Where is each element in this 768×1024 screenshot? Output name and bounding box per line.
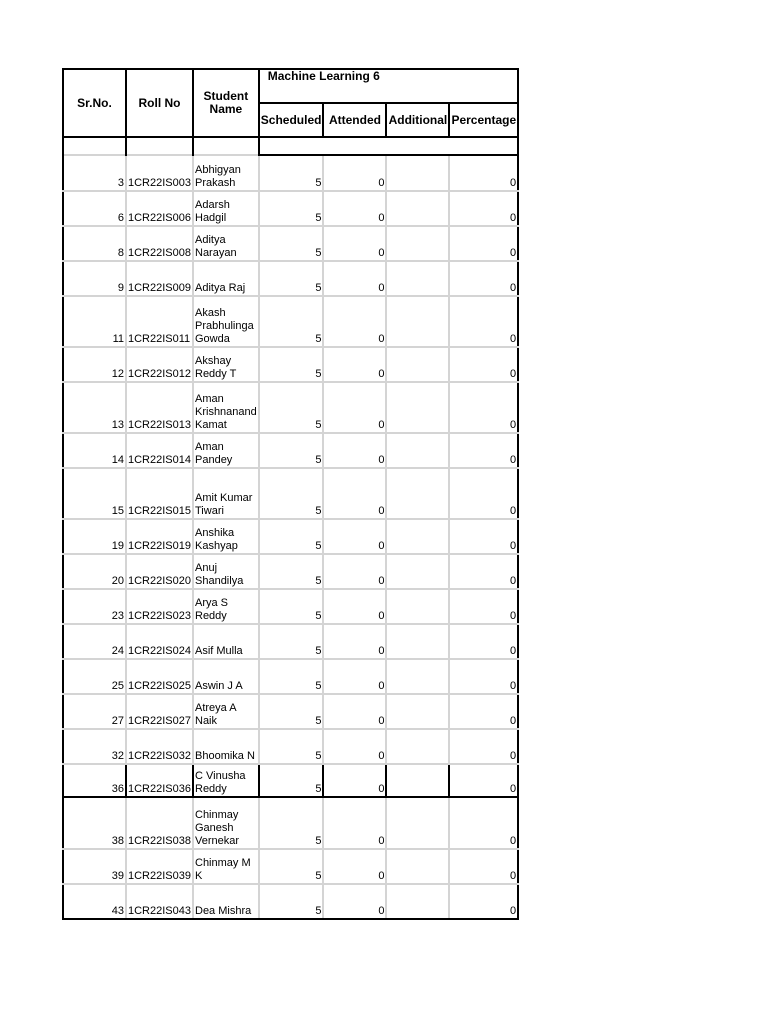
additional-cell[interactable]	[386, 884, 449, 919]
scheduled-cell[interactable]: 5	[259, 382, 324, 433]
percentage-cell[interactable]: 0	[449, 659, 518, 694]
percentage-cell[interactable]: 0	[449, 764, 518, 797]
percentage-cell[interactable]: 0	[449, 797, 518, 849]
roll-no-cell[interactable]: 1CR22IS019	[126, 519, 193, 554]
additional-cell[interactable]	[386, 764, 449, 797]
scheduled-cell[interactable]: 5	[259, 624, 324, 659]
student-name-cell[interactable]: Aditya Narayan	[193, 226, 259, 261]
percentage-cell[interactable]: 0	[449, 347, 518, 382]
student-name-cell[interactable]: Abhigyan Prakash	[193, 155, 259, 191]
percentage-cell[interactable]: 0	[449, 519, 518, 554]
percentage-cell[interactable]: 0	[449, 729, 518, 764]
scheduled-cell[interactable]: 5	[259, 261, 324, 296]
table-row	[63, 382, 518, 433]
header-subject: Machine Learning 6	[259, 69, 518, 103]
percentage-cell[interactable]: 0	[449, 382, 518, 433]
table-row	[63, 296, 518, 347]
attended-cell[interactable]: 0	[323, 261, 386, 296]
header-percentage: Percentage	[449, 103, 518, 137]
table-row	[63, 694, 518, 729]
attended-cell[interactable]: 0	[323, 624, 386, 659]
roll-no-cell[interactable]: 1CR22IS038	[126, 797, 193, 849]
scheduled-cell[interactable]: 5	[259, 226, 324, 261]
percentage-cell[interactable]: 0	[449, 554, 518, 589]
table-body	[63, 155, 518, 919]
table-row	[63, 589, 518, 624]
additional-cell[interactable]	[386, 729, 449, 764]
table-row	[63, 554, 518, 589]
student-name-cell[interactable]: Amit Kumar Tiwari	[193, 468, 259, 519]
table-header	[63, 69, 518, 155]
attended-cell[interactable]: 0	[323, 226, 386, 261]
sr-no-cell[interactable]: 38	[63, 797, 126, 849]
sr-no-cell[interactable]: 9	[63, 261, 126, 296]
scheduled-cell[interactable]: 5	[259, 347, 324, 382]
scheduled-cell[interactable]: 5	[259, 797, 324, 849]
header-student-name: Student Name	[193, 69, 259, 137]
roll-no-cell[interactable]: 1CR22IS025	[126, 659, 193, 694]
additional-cell[interactable]	[386, 433, 449, 468]
scheduled-cell[interactable]: 5	[259, 519, 324, 554]
additional-cell[interactable]	[386, 694, 449, 729]
attended-cell[interactable]: 0	[323, 382, 386, 433]
sr-no-cell[interactable]: 32	[63, 729, 126, 764]
roll-no-cell[interactable]: 1CR22IS003	[126, 155, 193, 191]
table-row	[63, 884, 518, 919]
attended-cell[interactable]: 0	[323, 797, 386, 849]
table-row	[63, 849, 518, 884]
additional-cell[interactable]	[386, 624, 449, 659]
percentage-cell[interactable]: 0	[449, 433, 518, 468]
scheduled-cell[interactable]: 5	[259, 155, 324, 191]
roll-no-cell[interactable]: 1CR22IS014	[126, 433, 193, 468]
roll-no-cell[interactable]: 1CR22IS006	[126, 191, 193, 226]
attended-cell[interactable]: 0	[323, 694, 386, 729]
table-row	[63, 261, 518, 296]
student-name-cell[interactable]: Atreya A Naik	[193, 694, 259, 729]
sr-no-cell[interactable]: 11	[63, 296, 126, 347]
attended-cell[interactable]: 0	[323, 433, 386, 468]
attended-cell[interactable]: 0	[323, 589, 386, 624]
student-name-cell[interactable]: Akash Prabhulinga Gowda	[193, 296, 259, 347]
attended-cell[interactable]: 0	[323, 659, 386, 694]
scheduled-cell[interactable]: 5	[259, 884, 324, 919]
sr-no-cell[interactable]: 39	[63, 849, 126, 884]
additional-cell[interactable]	[386, 519, 449, 554]
roll-no-cell[interactable]: 1CR22IS012	[126, 347, 193, 382]
table-row	[63, 347, 518, 382]
additional-cell[interactable]	[386, 849, 449, 884]
percentage-cell[interactable]: 0	[449, 624, 518, 659]
student-name-cell[interactable]: Akshay Reddy T	[193, 347, 259, 382]
attended-cell[interactable]: 0	[323, 519, 386, 554]
roll-no-cell[interactable]: 1CR22IS008	[126, 226, 193, 261]
table-row	[63, 797, 518, 849]
additional-cell[interactable]	[386, 191, 449, 226]
sr-no-cell[interactable]: 43	[63, 884, 126, 919]
percentage-cell[interactable]: 0	[449, 296, 518, 347]
student-name-cell[interactable]: Adarsh Hadgil	[193, 191, 259, 226]
scheduled-cell[interactable]: 5	[259, 191, 324, 226]
student-name-cell[interactable]: Aswin J A	[193, 659, 259, 694]
additional-cell[interactable]	[386, 468, 449, 519]
scheduled-cell[interactable]: 5	[259, 849, 324, 884]
additional-cell[interactable]	[386, 155, 449, 191]
scheduled-cell[interactable]: 5	[259, 554, 324, 589]
header-sr-no: Sr.No.	[63, 69, 126, 137]
attended-cell[interactable]: 0	[323, 884, 386, 919]
table-row	[63, 519, 518, 554]
percentage-cell[interactable]: 0	[449, 226, 518, 261]
attended-cell[interactable]: 0	[323, 729, 386, 764]
header-additional: Additional	[386, 103, 449, 137]
table-row	[63, 433, 518, 468]
sr-no-cell[interactable]: 27	[63, 694, 126, 729]
percentage-cell[interactable]: 0	[449, 849, 518, 884]
student-name-cell[interactable]: Aman Krishnanand Kamat	[193, 382, 259, 433]
percentage-cell[interactable]: 0	[449, 694, 518, 729]
attendance-table	[62, 68, 519, 920]
table-row	[63, 226, 518, 261]
roll-no-cell[interactable]: 1CR22IS039	[126, 849, 193, 884]
percentage-cell[interactable]: 0	[449, 261, 518, 296]
scheduled-cell[interactable]: 5	[259, 694, 324, 729]
sr-no-cell[interactable]: 6	[63, 191, 126, 226]
sr-no-cell[interactable]: 23	[63, 589, 126, 624]
student-name-cell[interactable]: Aditya Raj	[193, 261, 259, 296]
roll-no-cell[interactable]: 1CR22IS027	[126, 694, 193, 729]
attended-cell[interactable]: 0	[323, 468, 386, 519]
header-scheduled: Scheduled	[259, 103, 324, 137]
additional-cell[interactable]	[386, 226, 449, 261]
attended-cell[interactable]: 0	[323, 296, 386, 347]
roll-no-cell[interactable]: 1CR22IS015	[126, 468, 193, 519]
roll-no-cell[interactable]: 1CR22IS009	[126, 261, 193, 296]
sr-no-cell[interactable]: 14	[63, 433, 126, 468]
table-row	[63, 729, 518, 764]
attended-cell[interactable]: 0	[323, 155, 386, 191]
sr-no-cell[interactable]: 15	[63, 468, 126, 519]
student-name-cell[interactable]: Chinmay M K	[193, 849, 259, 884]
sr-no-cell[interactable]: 12	[63, 347, 126, 382]
additional-cell[interactable]	[386, 261, 449, 296]
table-row	[63, 155, 518, 191]
table-row	[63, 764, 518, 797]
student-name-cell[interactable]: Anuj Shandilya	[193, 554, 259, 589]
sr-no-cell[interactable]: 24	[63, 624, 126, 659]
student-name-cell[interactable]: C Vinusha Reddy	[193, 764, 259, 797]
student-name-cell[interactable]: Bhoomika N	[193, 729, 259, 764]
student-name-cell[interactable]: Asif Mulla	[193, 624, 259, 659]
roll-no-cell[interactable]: 1CR22IS020	[126, 554, 193, 589]
scheduled-cell[interactable]: 5	[259, 433, 324, 468]
header-spacer	[193, 137, 259, 155]
sr-no-cell[interactable]: 19	[63, 519, 126, 554]
percentage-cell[interactable]: 0	[449, 468, 518, 519]
roll-no-cell[interactable]: 1CR22IS036	[126, 764, 193, 797]
scheduled-cell[interactable]: 5	[259, 764, 324, 797]
roll-no-cell[interactable]: 1CR22IS024	[126, 624, 193, 659]
roll-no-cell[interactable]: 1CR22IS043	[126, 884, 193, 919]
student-name-cell[interactable]: Aman Pandey	[193, 433, 259, 468]
additional-cell[interactable]	[386, 382, 449, 433]
table-row	[63, 659, 518, 694]
sr-no-cell[interactable]: 13	[63, 382, 126, 433]
scheduled-cell[interactable]: 5	[259, 659, 324, 694]
additional-cell[interactable]	[386, 554, 449, 589]
sr-no-cell[interactable]: 3	[63, 155, 126, 191]
additional-cell[interactable]	[386, 797, 449, 849]
additional-cell[interactable]	[386, 589, 449, 624]
header-spacer	[126, 137, 193, 155]
percentage-cell[interactable]: 0	[449, 191, 518, 226]
header-spacer	[259, 137, 518, 155]
header-spacer	[63, 137, 126, 155]
roll-no-cell[interactable]: 1CR22IS011	[126, 296, 193, 347]
table-row	[63, 191, 518, 226]
sr-no-cell[interactable]: 8	[63, 226, 126, 261]
percentage-cell[interactable]: 0	[449, 589, 518, 624]
roll-no-cell[interactable]: 1CR22IS032	[126, 729, 193, 764]
additional-cell[interactable]	[386, 659, 449, 694]
header-roll-no: Roll No	[126, 69, 193, 137]
attended-cell[interactable]: 0	[323, 554, 386, 589]
percentage-cell[interactable]: 0	[449, 884, 518, 919]
student-name-cell[interactable]: Arya S Reddy	[193, 589, 259, 624]
table-row	[63, 468, 518, 519]
sr-no-cell[interactable]: 25	[63, 659, 126, 694]
scheduled-cell[interactable]: 5	[259, 296, 324, 347]
scheduled-cell[interactable]: 5	[259, 589, 324, 624]
header-attended: Attended	[323, 103, 386, 137]
percentage-cell[interactable]: 0	[449, 155, 518, 191]
attended-cell[interactable]: 0	[323, 191, 386, 226]
attended-cell[interactable]: 0	[323, 849, 386, 884]
additional-cell[interactable]	[386, 296, 449, 347]
scheduled-cell[interactable]: 5	[259, 468, 324, 519]
student-name-cell[interactable]: Chinmay Ganesh Vernekar	[193, 797, 259, 849]
additional-cell[interactable]	[386, 347, 449, 382]
attended-cell[interactable]: 0	[323, 347, 386, 382]
student-name-cell[interactable]: Anshika Kashyap	[193, 519, 259, 554]
sr-no-cell[interactable]: 20	[63, 554, 126, 589]
table-row	[63, 624, 518, 659]
scheduled-cell[interactable]: 5	[259, 729, 324, 764]
student-name-cell[interactable]: Dea Mishra	[193, 884, 259, 919]
sr-no-cell[interactable]: 36	[63, 764, 126, 797]
roll-no-cell[interactable]: 1CR22IS023	[126, 589, 193, 624]
attended-cell[interactable]: 0	[323, 764, 386, 797]
roll-no-cell[interactable]: 1CR22IS013	[126, 382, 193, 433]
